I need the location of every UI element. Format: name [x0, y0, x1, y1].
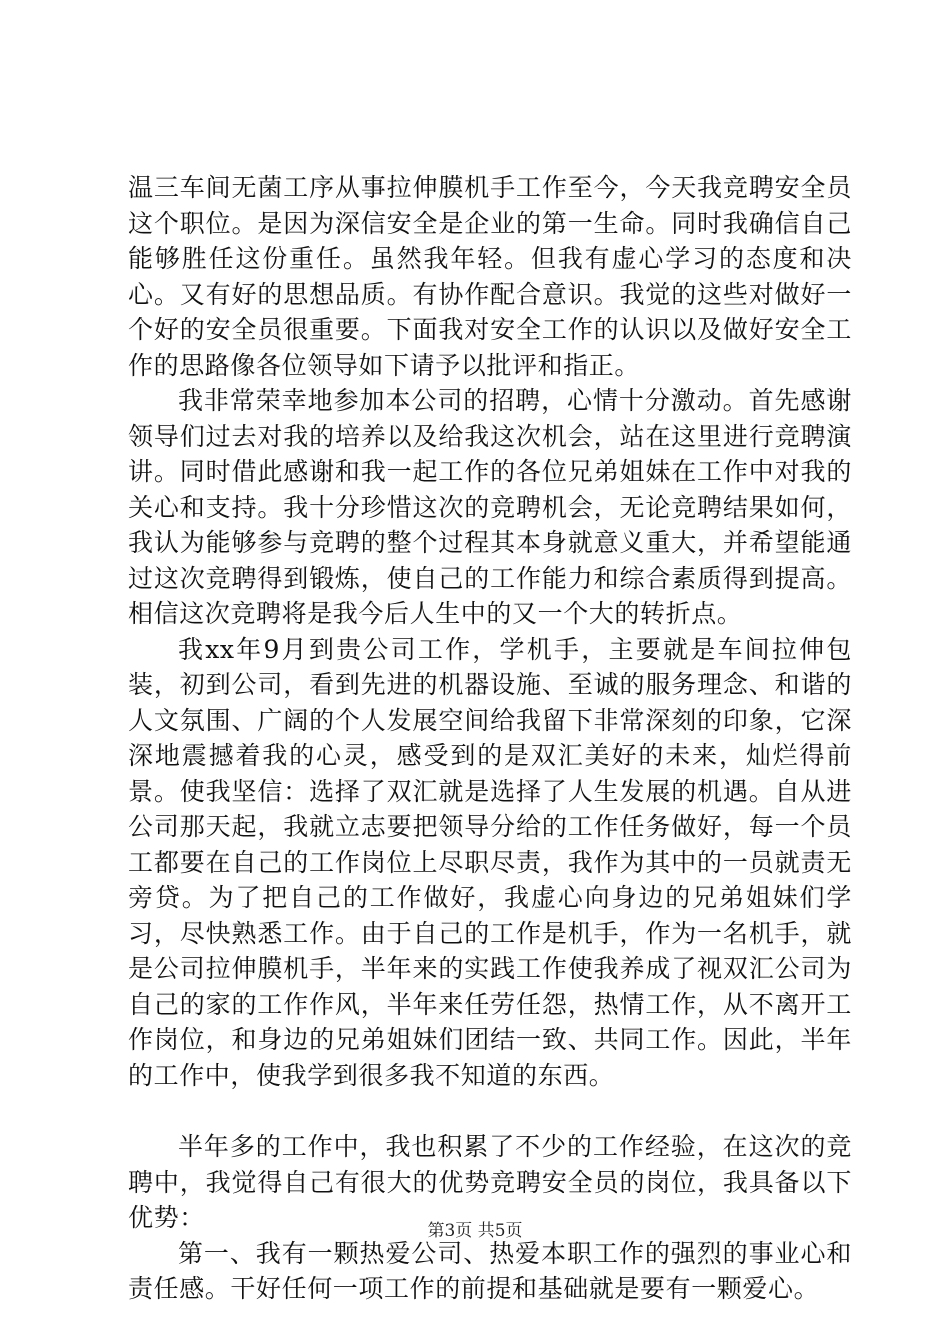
paragraph-3: 我xx年9月到贵公司工作，学机手，主要就是车间拉伸包装，初到公司，看到先进的机器设施、至诚的服务理念、和谐的人文氛围、广阔的个人发展空间给我留下非常深刻的印象，它深深地震撼着我的心灵，感受到的是双汇美好的未来，灿烂得前景。使我坚信：选择了双汇就是选择了人生发展的机遇。自从进公司那天起，我就立志要把领导分给的工作任务做好，每一个员工都要在自己的工作岗位上尽职尽责，我作为其中的一员就责无旁贷。为了把自己的工作做好，我虚心向身边的兄弟姐妹们学习，尽快熟悉工作。由于自己的工作是机手，作为一名机手，就是公司拉伸膜机手，半年来的实践工作使我养成了视双汇公司为自己的家的工作作风，半年来任劳任怨，热情工作，从不离开工作岗位，和身边的兄弟姐妹们团结一致、共同工作。因此，半年的工作中，使我学到很多我不知道的东西。: [128, 634, 852, 1090]
paragraph-2: 我非常荣幸地参加本公司的招聘，心情十分激动。首先感谢领导们过去对我的培养以及给我这次机会，站在这里进行竞聘演讲。同时借此感谢和我一起工作的各位兄弟姐妹在工作中对我的关心和支持。我十分珍惜这次的竞聘机会，无论竞聘结果如何，我认为能够参与竞聘的整个过程其本身就意义重大，并希望能通过这次竞聘得到锻炼，使自己的工作能力和综合素质得到提高。相信这次竞聘将是我今后人生中的又一个大的转折点。: [128, 386, 852, 628]
paragraph-gap: [128, 1093, 852, 1129]
paragraph-1: 温三车间无菌工序从事拉伸膜机手工作至今，今天我竞聘安全员这个职位。是因为深信安全是企业的第一生命。同时我确信自己能够胜任这份重任。虽然我年轻。但我有虚心学习的态度和决心。又有好的思想品质。有协作配合意识。我觉的这些对做好一个好的安全员很重要。下面我对安全工作的认识以及做好安全工作的思路像各位领导如下请予以批评和指正。: [128, 173, 852, 380]
page-footer: 第3页 共5页: [427, 1221, 523, 1241]
paragraph-4: 半年多的工作中，我也积累了不少的工作经验，在这次的竞聘中，我觉得自己有很大的优势竞聘安全员的岗位，我具备以下优势：: [128, 1132, 852, 1232]
document-body: [128, 170, 852, 1307]
paragraph-5: 第一、我有一颗热爱公司、热爱本职工作的强烈的事业心和责任感。干好任何一项工作的前提和基础就是要有一颗爱心。: [128, 1238, 852, 1303]
